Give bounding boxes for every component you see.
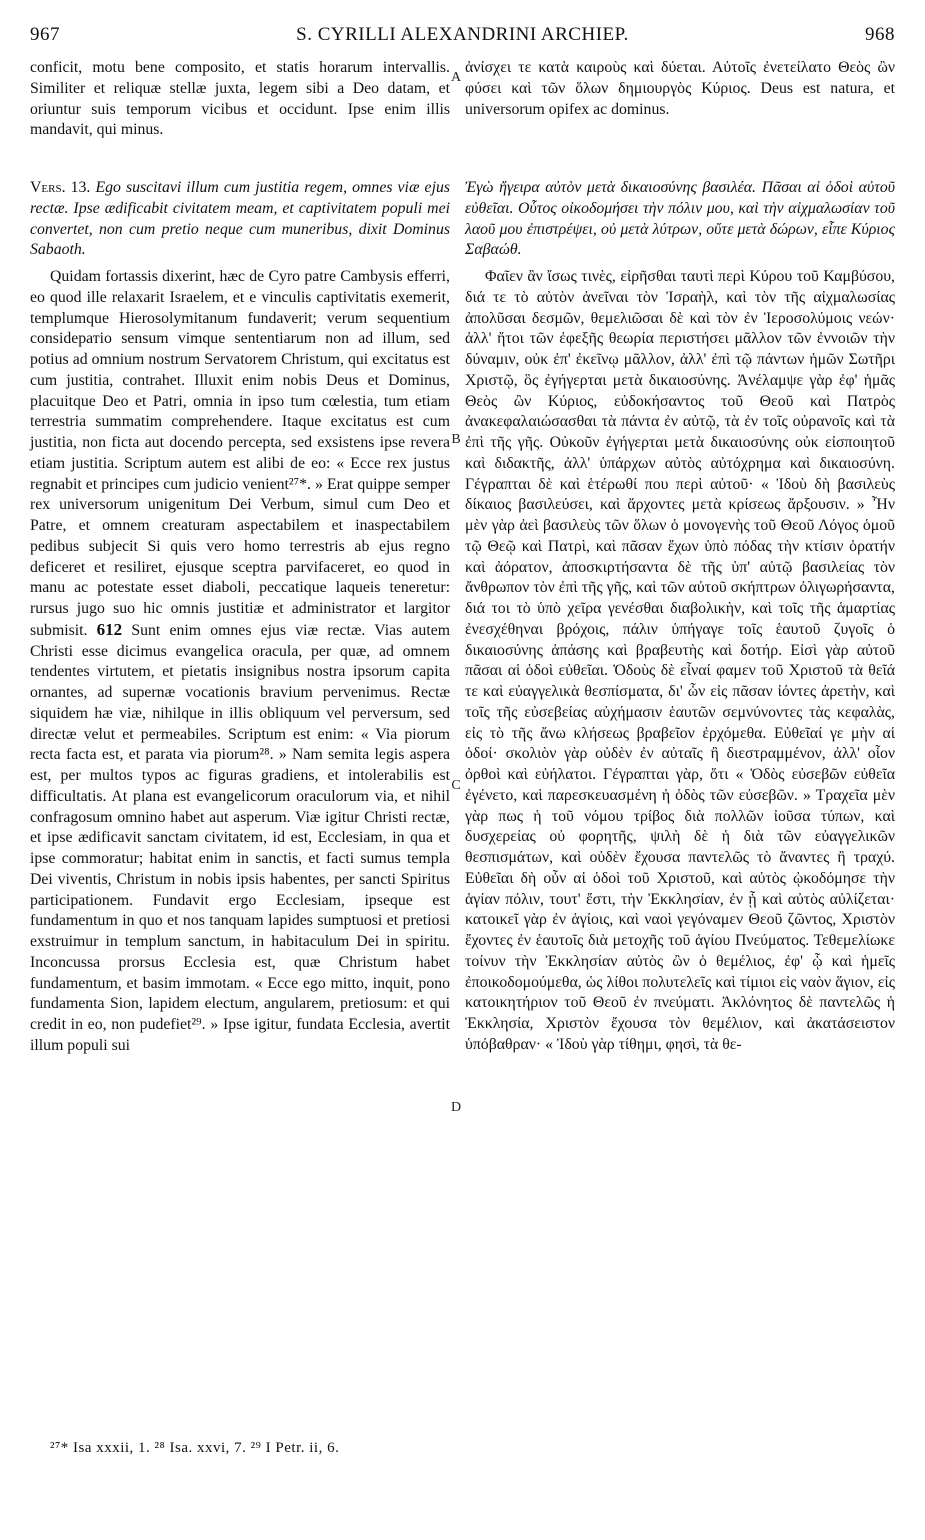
footnotes: ²⁷* Isa xxxii, 1. ²⁸ Isa. xxvi, 7. ²⁹ I Petr. ii, 6. xyxy=(50,1440,340,1456)
greek-intro-text: ἀνίσχει τε κατὰ καιροὺς καὶ δύεται. Αὐτοῖς ἐνετείλατο Θεὸς ὢν φύσει καὶ τῶν ὅλων δημιουργὸς Κύριος. xyxy=(465,59,895,97)
latin-column xyxy=(30,58,450,1057)
latin-intro-paragraph: conficit, motu bene composito, et statis horarum intervallis. Similiter et reliquæ stellæ juxta, legem sibi a Deo datam, et oriuntur suis temporum vicibus et occidunt. Ipse enim illis mandavit, qui minus. xyxy=(30,59,450,139)
greek-column xyxy=(465,58,895,1056)
margin-letter-d: D xyxy=(450,1100,462,1115)
margin-letter-c: C xyxy=(451,778,461,793)
latin-commentary xyxy=(30,267,450,1057)
greek-verse: Ἐγὼ ἤγειρα αὐτὸν μετὰ δικαιοσύνης βασιλέα. Πᾶσαι αἱ ὁδοὶ αὐτοῦ εὐθεῖαι. Οὗτος οἰκοδομήσει τὴν πόλιν μου, καὶ τὴν αἰχμαλωσίαν τοῦ λαοῦ μου ἐπιστρέψει, οὐ μετὰ λύτρων, οὔτε μετὰ δώρων, εἶπε Κύριος Σαβαώθ. xyxy=(465,179,895,259)
margin-letter-b: B xyxy=(451,432,461,447)
column-marker: 612 xyxy=(96,619,123,639)
greek-intro-latin: Deus est natura, et universorum opifex ac dominus. xyxy=(465,79,895,118)
latin-verse-text: Ego suscitavi illum cum justitia regem, omnes viæ ejus rectæ. Ipse ædificabit civitatem meam, et captivitatem populi mei convertet, non cum pretio neque cum muneribus, dixit Dominus Sabaoth. xyxy=(30,179,451,259)
page-header xyxy=(30,24,895,54)
verse-label: Vers. 13. xyxy=(30,179,91,196)
greek-commentary: Φαῖεν ἂν ἴσως τινὲς, εἰρῆσθαι ταυτὶ περὶ Κύρου τοῦ Καμβύσου, διά τε τὸ αὐτὸν ἀνεῖναι τὸν Ἰσραὴλ, καὶ τὸν τῆς αἰχμαλωσίας ἀπολῦσαι δεσμῶν, θεμελιῶσαι δὲ καὶ τὸν ἐν Ἱεροσολύμοις νεών· ἀλλ' ἤτοι τῶν ἐφεξῆς θεωρία περιστήσει μᾶλλον τῶν ἐννοιῶν τὴν δύναμιν, οὐκ ἐπ' ἐκεῖνῳ μᾶλλον, ἀλλ' ἐπὶ τῷ πάντων ἡμῶν Σωτῆρι Χριστῷ, ὃς ἐγήγερται μετὰ δικαιοσύνης. Ἀνέλαμψε γὰρ ἐφ' ἡμᾶς Θεὸς ὢν Κύριος, εὐδοκήσαντος τοῦ Θεοῦ καὶ Πατρὸς ἀνακεφαλαιώσασθαι τὰ πάντα ἐν αὐτῷ, τὰ ἐν τοῖς οὐρανοῖς καὶ τὰ ἐπὶ τῆς γῆς. Οὐκοῦν ἐγήγερται μετὰ δικαιοσύνης οὐκ εἰσποιητοῦ καὶ διδακτῆς, ἀλλ' ὑπάρχων αὐτὸς αὐτόχρημα καὶ δικαιοσύνη. Γέγραπται δὲ καὶ ἑτέρωθί που περὶ αὐτοῦ· « Ἰδοὺ δὴ βασιλεὺς δίκαιος βασιλεύσει, καὶ ἄρχοντες μετὰ κρίσεως ἄρξουσιν. » Ἦν μὲν γὰρ ἀεὶ βασιλεὺς τῶν ὅλων ὁ μονογενὴς τοῦ Θεοῦ Λόγος ὁμοῦ τῷ Θεῷ καὶ Πατρὶ, καὶ πᾶσαν ἔχων ὑπὸ πόδας τὴν κτίσιν ὁρατήν καὶ ἀόρατον, ἀποσκιρτήσαντα δὲ τῆς ὑπ' αὐτῷ βασιλείας τὸν ἄνθρωπον τὸν ἐπὶ τῆς γῆς, καὶ τῶν αὐτοῦ σκήπτρων ὀλιγωρήσαντα, διά τοι τὸ ὑπὸ χεῖρα γενέσθαι διαβολικὴν, καὶ τοῖς τῆς ἁμαρτίας ἐνεσχέθηναι βρόχοις, πάλιν ὑπήγαγε τοῖς ἑαυτοῦ ζυγοῖς ὁ δικαιοσύνης ἁπάσης καὶ βραβευτὴς καὶ δοτήρ. Εἰσὶ γὰρ αὐτοῦ πᾶσαι αἱ ὁδοὶ εὐθεῖαι. Ὁδοὺς δὲ εἶναί φαμεν τοῦ Χριστοῦ τὰ θεῖά τε καὶ εὐαγγελικὰ θεσπίσματα, δι' ὧν εἰς πᾶσαν ἰόντες ἀρετὴν, καὶ τοῖς τῆς εὐσεβείας αὐχήμασιν ἑαυτῶν σεμνύνοντες τὰς κεφαλὰς, εἰς τὸ τῆς ἄνω κλήσεως βραβεῖον ἐρχόμεθα. Εὐθεῖαί γε μὴν αἱ ὁδοί· σκολιὸν γὰρ οὐδὲν ἐν αὐταῖς ἢ διεστραμμένον, ἀλλ' οἷον ὀρθοὶ καὶ εὐήλατοι. Γέγραπται γὰρ, ὅτι « Ὁδὸς εὐσεβῶν εὐθεῖα ἐγένετο, καὶ παρεσκευασμένη ἡ ὁδὸς τῶν εὐσεβῶν. » Τραχεῖα μὲν γὰρ πως ἡ τοῦ νόμου τρίβος διὰ πολλῶν ἰοῦσα τύπων, καὶ δυσχερείας οὐ φορητῆς, ψιλὴ δὲ ἡ διὰ τῶν εὐαγγελικῶν θεσπισμάτων, καὶ οὐδὲν ἔχουσα παντελῶς τὸ ἄναντες ἢ τραχύ. Εὐθεῖαι δὴ οὖν αἱ ὁδοὶ τοῦ Χριστοῦ, καὶ αὐτὸς ᾠκοδόμησε τὴν ἁγίαν πόλιν, τουτ' ἔστι, τὴν Ἐκκλησίαν, ἐν ᾗ καὶ αὐτὸς αὐλίζεται· κατοικεῖ γὰρ ἐν ἁγίοις, καὶ ναοὶ γεγόναμεν Θεοῦ ζῶντος, Χριστὸν ἔχοντες ἐν ἑαυτοῖς διὰ μετοχῆς τοῦ ἁγίου Πνεύματος. Τεθεμελίωκε τοίνυν τὴν Ἐκκλησίαν αὐτὸς ὢν ὁ θεμέλιος, ἐφ' ᾧ καὶ ἡμεῖς ἐποικοδομούμεθα, ὡς λίθοι πολυτελεῖς καὶ τίμιοι εἰς ναὸν ἅγιον, εἰς κατοικητήριον τοῦ Θεοῦ ἐν πνεύματι. Ἀκλόνητος δὲ παντελῶς ἡ Ἐκκλησία, Χριστὸν ἔχουσα τὸν θεμέλιον, καὶ ἀκατάσειστον ὑπόβαθραν· « Ἰδοὺ γὰρ τίθημι, φησὶ, τὰ θε- xyxy=(465,268,895,1053)
page-number-right: 968 xyxy=(865,24,895,45)
latin-commentary-part1: Quidam fortassis dixerint, hæc de Cyro patre Cambysis efferri, eo quod ille relaxarit Israelem, et e vinculis captivitatis exemerit, templumque Hierosolymitanum fundaverit; verum sequentium considератio sensum vimque sententiarum non ad illum, sed potius ad omnium nostrum Servatorem Christum, qui excitatus est cum justitia, contrahet. Illuxit enim nobis Deus et Dominus, placuitque Deo et Patri, omnia in ipso tum cœlestia, tum etiam terrestria summatim comprehendere. Itaque excitatus est cum justitia, non ficta aut docendo percepta, sed exsistens ipse revera etiam justitia. Scriptum autem est alibi de eo: « Ecce rex justus regnabit et principes cum judicio venient²⁷*. » Erat quippe semper rex universorum unigenitum Dei Verbum, simul cum Deo et Patre, et omnem creaturam aspectabilem et inaspectabilem pedibus subjecit Si quis vero homo terrestris ab ejus regno deficeret et resiliret, ejusque sceptra parvifaceret, eo quod in manu ac potestate esset diaboli, peccatique laqueis teneretur: rursus jugo suo hic omnis justitiæ et administrator et largitor submisit. xyxy=(30,268,450,639)
latin-verse xyxy=(30,178,450,261)
margin-letter-a: A xyxy=(450,70,462,85)
page-number-left: 967 xyxy=(30,24,60,45)
latin-commentary-part2: Sunt enim omnes ejus viæ rectæ. Vias autem Christi esse dicimus evangelica oracula, per quæ, ad omnem tendentes virtutem, et pietatis insignibus nostra ipsorum capita ornantes, ad supernæ vocationis bravium pervenimus. Rectæ siquidem hæ viæ, nihilque in illis obliquum vel perversum, sed directæ velut et permeabiles. Scriptum est enim: « Via piorum recta facta est, et parata via piorum²⁸. » Nam semita legis aspera est, per multos typos ac figuras gradiens, et intolerabilis est difficultatis. At plana est evangelicorum oraculorum via, et nihil confragosum omnino habet aut asperum. Viæ igitur Christi rectæ, et ipse ædificavit sanctam civitatem, id est, Ecclesiam, in qua et ipse commoratur; habitat enim in sanctis, et facti sumus templa Dei viventis, Christum in nobis ipsis habentes, per sancti Spiritus participationem. Fundavit ergo Ecclesiam, ipseque est fundamentum in quo et nos tanquam lapides sumptuosi et pretiosi exstruimur in templum sanctum, in habitaculum Dei in spiritu. Inconcussa prorsus Ecclesia est, quæ Christum habet fundamentum, et basim immotam. « Ecce ego mitto, inquit, pono fundamenta Sion, lapidem electum, angularem, pretiosum: et qui credit in eo, non pudefiet²⁹. » Ipse igitur, fundata Ecclesia, avertit illum populi sui xyxy=(30,621,451,1054)
running-title: S. CYRILLI ALEXANDRINI ARCHIEP. xyxy=(296,24,629,45)
greek-intro-paragraph xyxy=(465,58,895,168)
